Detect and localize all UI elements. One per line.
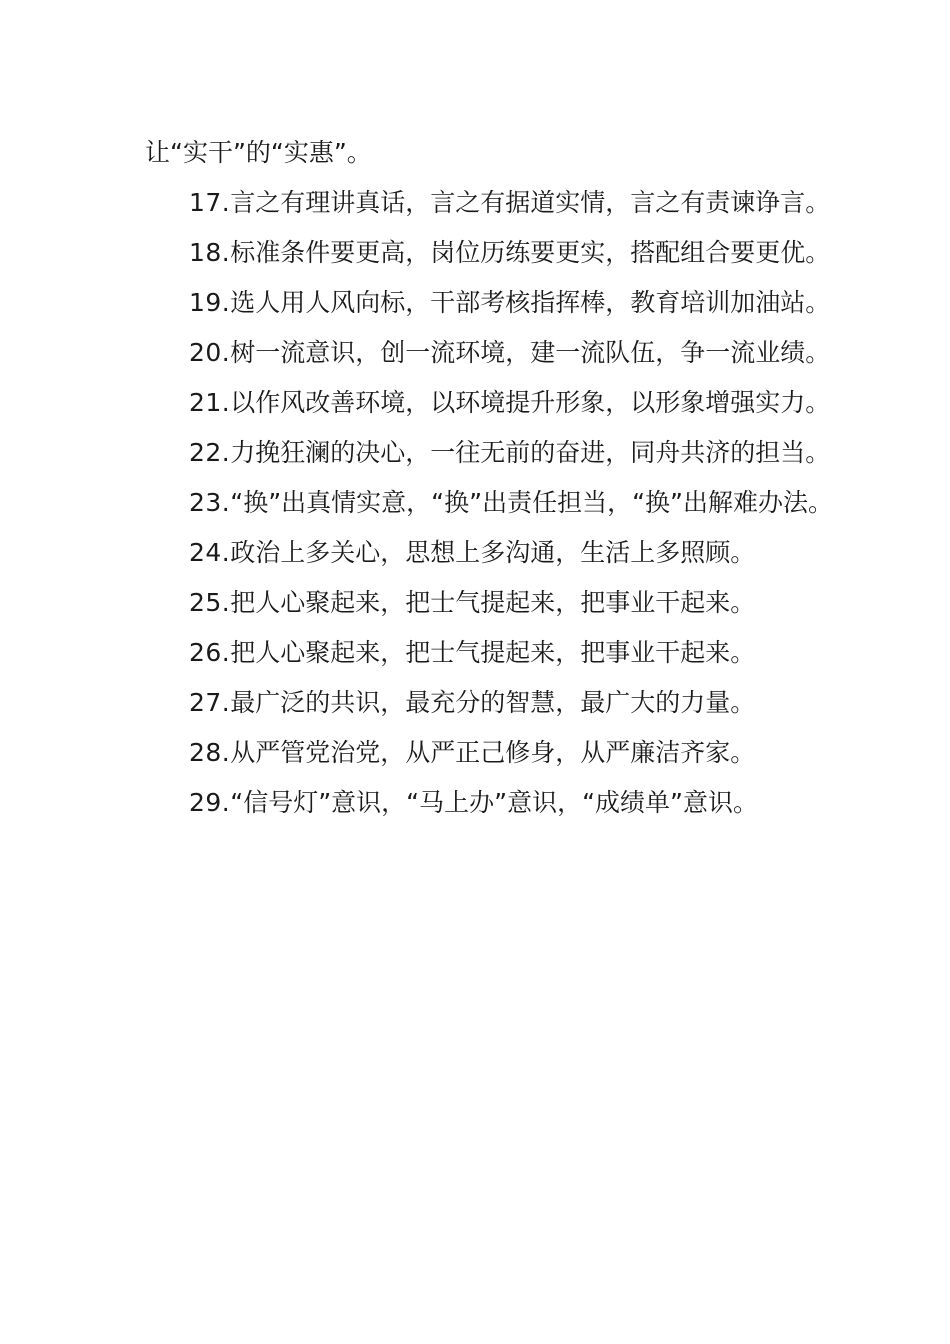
- paragraph-text: 让“实干”的“实惠”。: [145, 138, 372, 167]
- paragraph-number: 22.: [189, 438, 231, 467]
- paragraph-number: 18.: [189, 238, 231, 267]
- paragraph-26: [145, 628, 835, 678]
- paragraph-number: 21.: [189, 388, 231, 417]
- paragraph-text: 言之有理讲真话，言之有据道实情，言之有责谏诤言。: [230, 188, 831, 217]
- paragraph-number: 19.: [189, 288, 231, 317]
- paragraph-text: 从严管党治党，从严正己修身，从严廉洁齐家。: [230, 738, 756, 767]
- paragraph-text: “信号灯”意识，“马上办”意识，“成绩单”意识。: [230, 788, 758, 817]
- paragraph-number: 28.: [189, 738, 231, 767]
- paragraph-number: 27.: [189, 688, 231, 717]
- paragraph-23: [145, 478, 835, 528]
- paragraph-28: [145, 728, 835, 778]
- paragraph-number: 24.: [189, 538, 231, 567]
- paragraph-number: 25.: [189, 588, 231, 617]
- paragraph-20: [145, 328, 835, 378]
- paragraph-29: [145, 778, 835, 828]
- paragraph-18: [145, 228, 835, 278]
- paragraph-number: 17.: [189, 188, 231, 217]
- paragraph-number: 23.: [189, 488, 231, 517]
- paragraph-24: [145, 528, 835, 578]
- paragraph-text: 把人心聚起来，把士气提起来，把事业干起来。: [230, 588, 756, 617]
- paragraph-27: [145, 678, 835, 728]
- paragraph-number: 26.: [189, 638, 231, 667]
- paragraph-22: [145, 428, 835, 478]
- paragraph-17: [145, 178, 835, 228]
- paragraph-number: 29.: [189, 788, 231, 817]
- paragraph-25: [145, 578, 835, 628]
- paragraph-text: 力挽狂澜的决心，一往无前的奋进，同舟共济的担当。: [230, 438, 831, 467]
- paragraph-text: 把人心聚起来，把士气提起来，把事业干起来。: [230, 638, 756, 667]
- paragraph-text: 最广泛的共识，最充分的智慧，最广大的力量。: [230, 688, 756, 717]
- paragraph-21: [145, 378, 835, 428]
- paragraph-text: 选人用人风向标，干部考核指挥棒，教育培训加油站。: [230, 288, 831, 317]
- paragraph-number: 20.: [189, 338, 231, 367]
- paragraph-continuation: [145, 128, 835, 178]
- paragraph-text: 标准条件要更高，岗位历练要更实，搭配组合要更优。: [230, 238, 831, 267]
- paragraph-text: 政治上多关心，思想上多沟通，生活上多照顾。: [230, 538, 756, 567]
- paragraph-text: 树一流意识，创一流环境，建一流队伍，争一流业绩。: [230, 338, 831, 367]
- paragraph-19: [145, 278, 835, 328]
- paragraph-text: “换”出真情实意，“换”出责任担当，“换”出解难办法。: [230, 488, 833, 517]
- paragraph-text: 以作风改善环境，以环境提升形象，以形象增强实力。: [230, 388, 831, 417]
- document-body: [145, 128, 835, 828]
